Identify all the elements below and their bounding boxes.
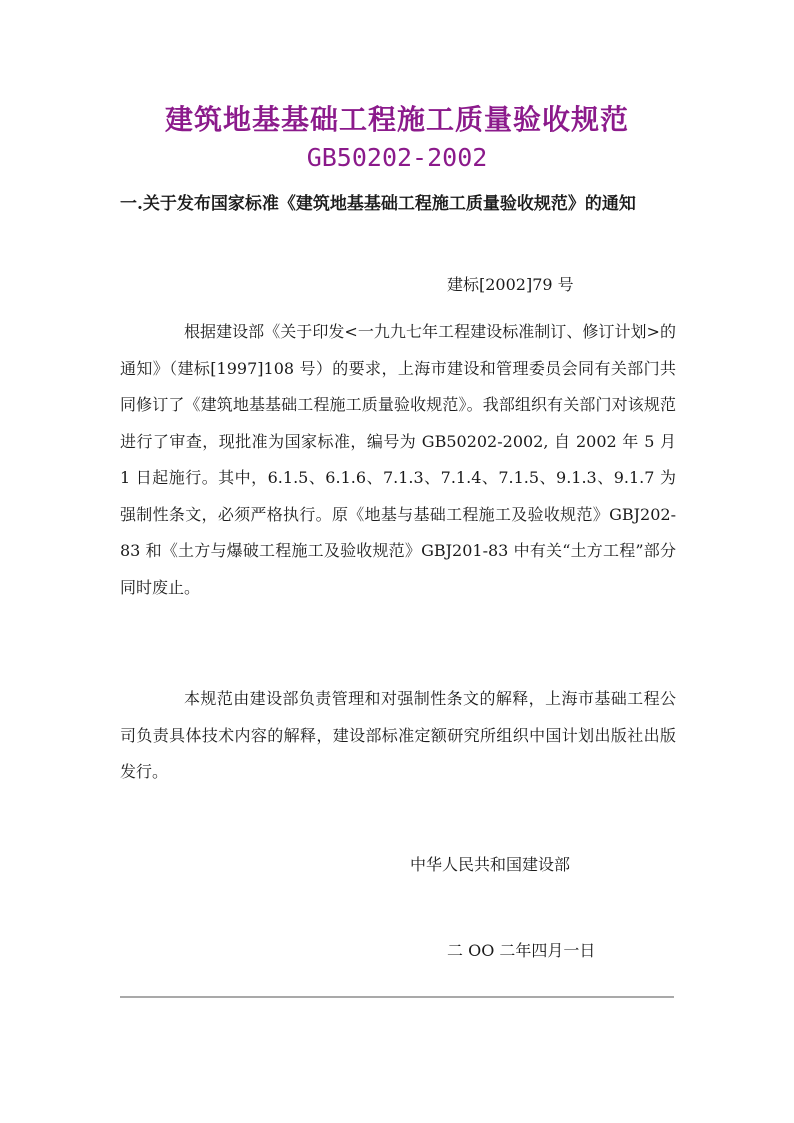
standard-code: GB50202-2002 xyxy=(306,143,488,172)
horizontal-divider xyxy=(120,996,674,998)
issuing-authority: 中华人民共和国建设部 xyxy=(410,855,571,874)
notice-heading: 一.关于发布国家标准《建筑地基基础工程施工质量验收规范》的通知 xyxy=(120,194,636,214)
body-paragraph: 本规范由建设部负责管理和对强制性条文的解释，上海市基础工程公司负责具体技术内容的解释，建设部标准定额研究所组织中国计划出版社出版发行。 xyxy=(120,689,676,781)
body-paragraph: 根据建设部《关于印发<一九九七年工程建设标准制订、修订计划>的通知》（建标[1997]108 号）的要求，上海市建设和管理委员会同有关部门共同修订了《建筑地基基础工程施工质量验收规范》。我部组织有关部门对该规范进行了审查，现批准为国家标准，编号为 GB50202-2002, 自 2002 年 5 月 1 日起施行。其中，6.1.5、6.1.6、7.1.3、7.1.4、7.1.5、9.1.3、9.1.7 为强制性条文，必须严格执行。原《地基与基础工程施工及验收规范》GBJ202-83 和《土方与爆破工程施工及验收规范》GBJ201-83 中有关“土方工程”部分同时废止。 xyxy=(120,322,676,597)
document-title: 建筑地基基础工程施工质量验收规范 xyxy=(164,103,629,136)
issue-date: 二 OO 二年四月一日 xyxy=(447,941,596,960)
document-number: 建标[2002]79 号 xyxy=(447,275,574,294)
